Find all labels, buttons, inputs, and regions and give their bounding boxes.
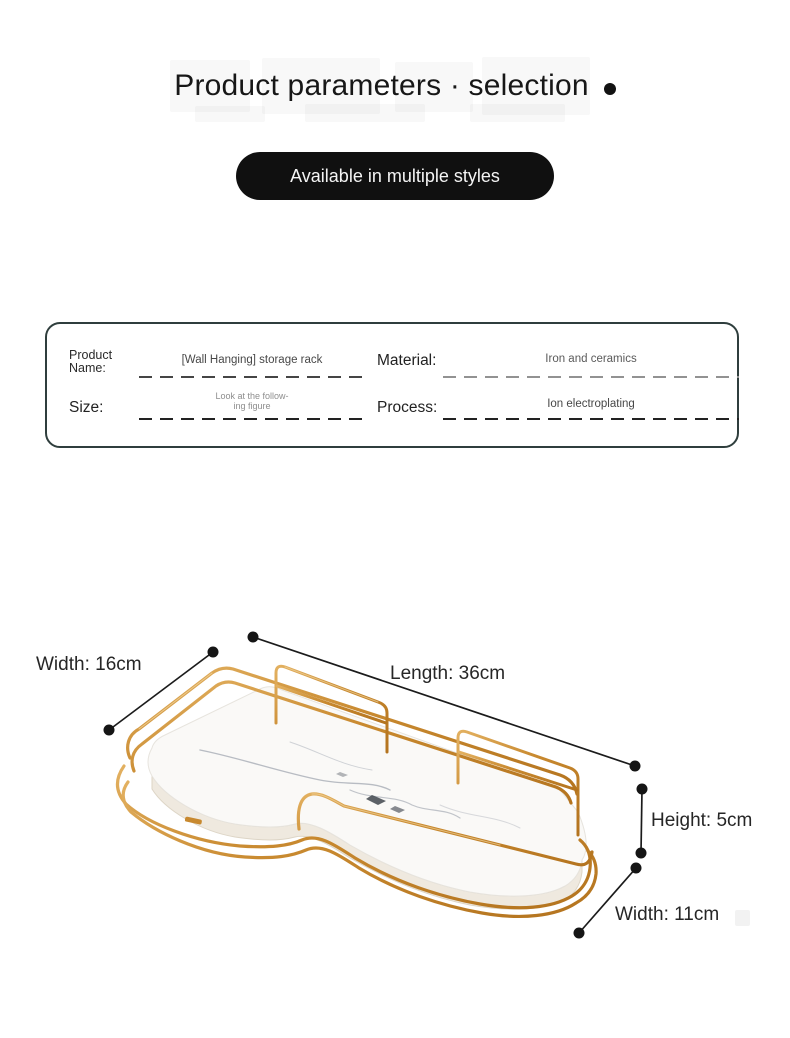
product-name-value: [Wall Hanging] storage rack [181, 354, 323, 366]
dimension-label-length: Length: 36cm [390, 663, 506, 684]
process-value: Ion electroplating [547, 398, 635, 410]
styles-badge-label: Available in multiple styles [290, 166, 500, 186]
product-name-label: Product Name: [69, 348, 113, 375]
dimension-line-height [636, 784, 648, 859]
dimension-label-width-left: Width: 16cm [36, 654, 142, 675]
size-label: Size: [69, 399, 104, 416]
material-label: Material: [377, 352, 437, 369]
size-value: Look at the follow- ing figure [215, 391, 289, 411]
dimension-label-height: Height: 5cm [651, 810, 753, 831]
process-label: Process: [377, 399, 438, 416]
dimension-line-width-right [574, 863, 642, 939]
material-value: Iron and ceramics [545, 353, 637, 365]
page-title: Product parameters · selection [174, 69, 589, 102]
storage-rack-illustration [117, 666, 596, 916]
dimension-label-width-right: Width: 11cm [615, 904, 720, 925]
